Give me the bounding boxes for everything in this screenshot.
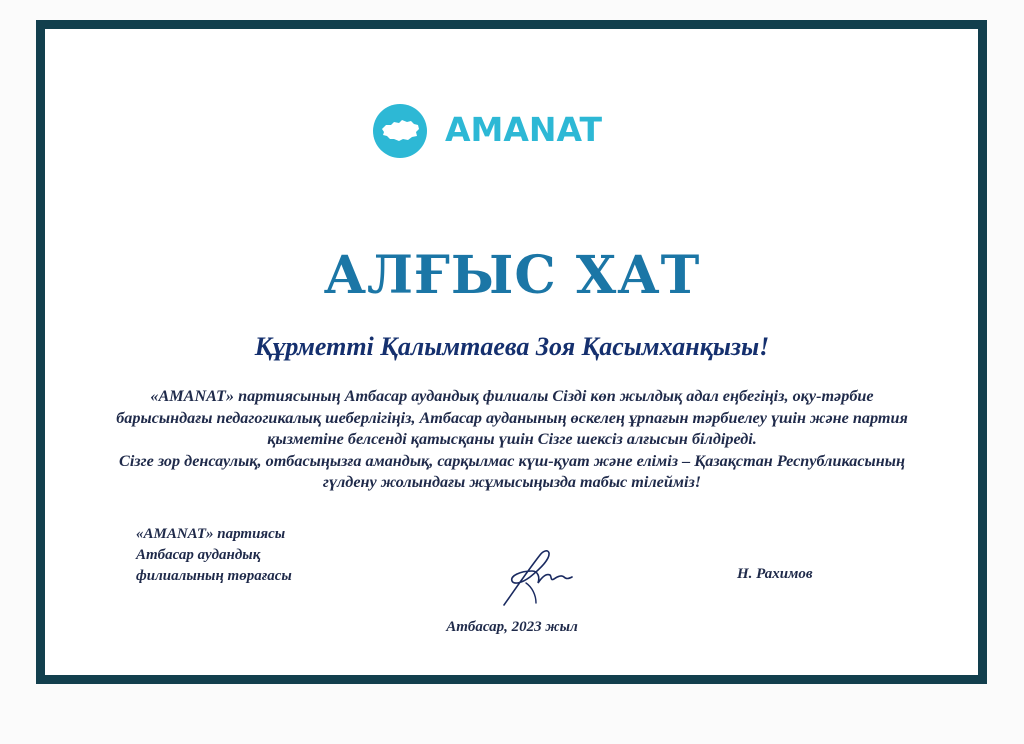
signatory-position-line: «AMANAT» партиясы: [136, 526, 286, 542]
signatory-name: Н. Рахимов: [737, 566, 813, 582]
body-line: «AMANAT» партиясының Атбасар аудандық филиалы Сізді көп жылдық адал еңбегіңіз, оқу-тәрбие: [150, 387, 874, 405]
salutation: Құрметті Қалымтаева Зоя Қасымханқызы!: [254, 332, 770, 361]
logo-text: AMANAT: [445, 110, 603, 149]
document-title: АЛҒЫС ХАТ: [323, 245, 701, 306]
kazakhstan-map-icon: [373, 104, 427, 158]
body-line: гүлдену жолындағы жұмысыңызда табыс тілейміз!: [322, 473, 702, 491]
place-date: Атбасар, 2023 жыл: [446, 619, 578, 635]
signatory-position: [136, 524, 292, 587]
body-line: қызметіне белсенді қатысқаны үшін Сізге шексіз алғысын білдіреді.: [267, 430, 757, 448]
body-text: [60, 386, 964, 494]
handwritten-signature: [496, 543, 586, 618]
signatory-position-line: Атбасар аудандық: [136, 547, 261, 563]
body-line: Сізге зор денсаулық, отбасыңызға амандық, сарқылмас күш-қуат және еліміз – Қазақстан Республикасының: [119, 451, 905, 470]
body-line: барысындағы педагогикалық шеберлігіңіз, Атбасар ауданының өскелең ұрпағын тәрбиелеу үшін және партия: [116, 408, 908, 427]
signatory-position-line: филиалының төрағасы: [136, 568, 292, 584]
amanat-logo: [373, 104, 633, 160]
